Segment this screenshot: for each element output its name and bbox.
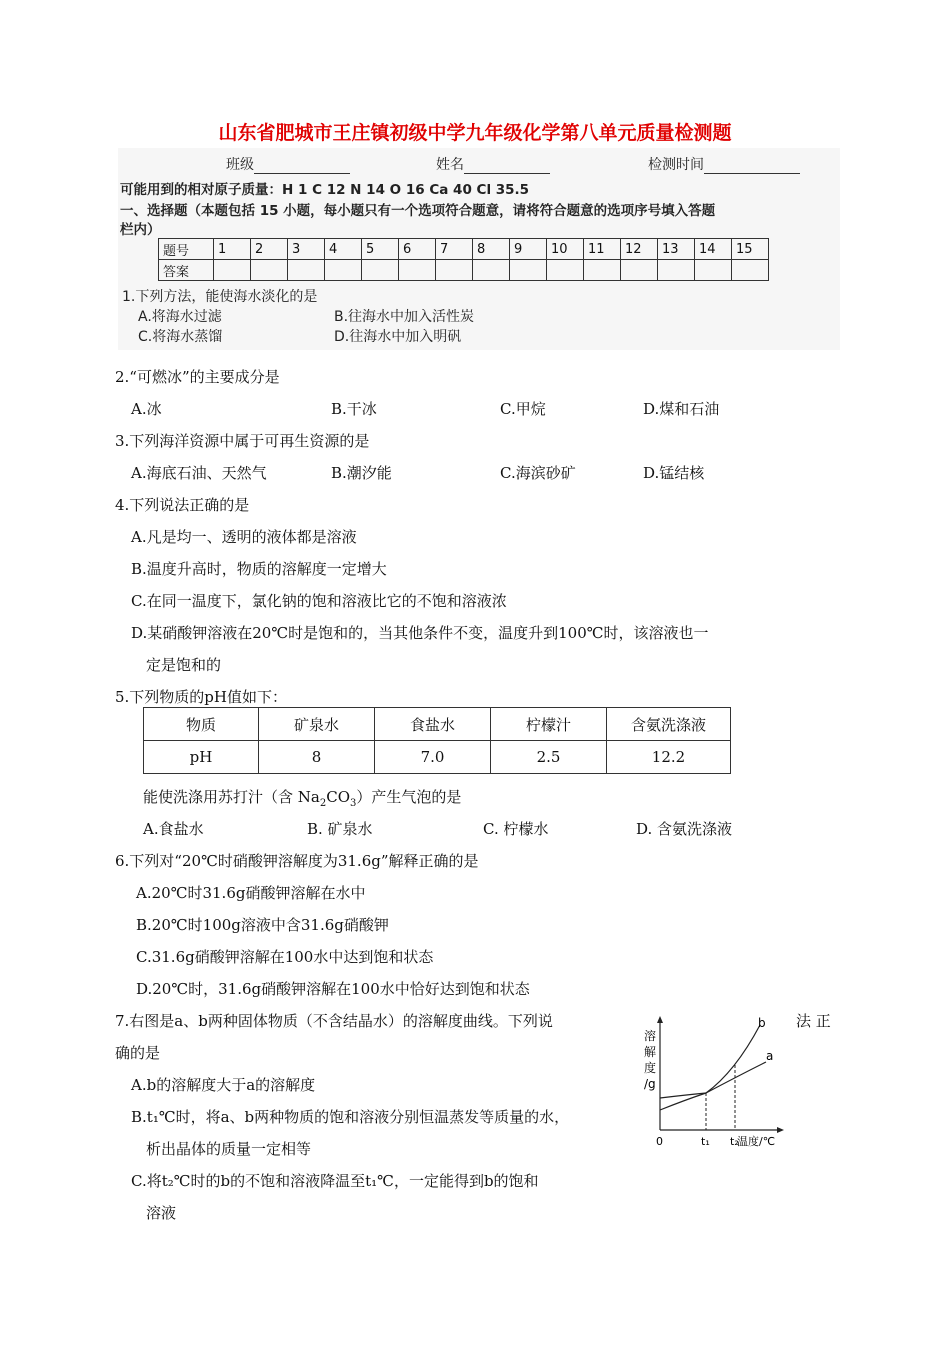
- table-cell: 14: [695, 239, 732, 260]
- q3-option-b: B.潮汐能: [331, 464, 392, 482]
- q1-option-c: C.将海水蒸馏: [138, 329, 223, 345]
- answer-cell[interactable]: [362, 260, 399, 281]
- q4-option-d: D.某硝酸钾溶液在20℃时是饱和的，当其他条件不变，温度升到100℃时，该溶液也一: [131, 624, 709, 642]
- q4-option-a: A.凡是均一、透明的液体都是溶液: [131, 528, 357, 546]
- answer-cell[interactable]: [621, 260, 658, 281]
- solubility-curve-figure: [640, 1010, 790, 1160]
- q7-stem: 7.右图是a、b两种固体物质（不含结晶水）的溶解度曲线。下列说: [115, 1012, 553, 1030]
- curve-b-label: b: [758, 1016, 766, 1030]
- ph-table-header-row: [144, 708, 731, 741]
- table-cell: 物质: [144, 708, 259, 741]
- answer-table-header-row: [159, 239, 769, 260]
- subscript: 2: [319, 798, 327, 809]
- q3-option-d: D.锰结核: [643, 464, 705, 482]
- origin-label: 0: [656, 1135, 663, 1148]
- q5-option-a: A.食盐水: [143, 820, 204, 838]
- t2-label: t₂: [730, 1135, 739, 1148]
- q5-substem: [143, 786, 461, 809]
- q4-option-b: B.温度升高时，物质的溶解度一定增大: [131, 560, 387, 578]
- x-label: 温度/℃: [737, 1135, 776, 1148]
- answer-cell[interactable]: [214, 260, 251, 281]
- table-cell: 食盐水: [375, 708, 491, 741]
- table-cell: 5: [362, 239, 399, 260]
- name-field: 姓名: [436, 154, 550, 174]
- page-title: 山东省肥城市王庄镇初级中学九年级化学第八单元质量检测题: [218, 122, 732, 144]
- q7-option-c-cont: 溶液: [146, 1204, 177, 1222]
- y-label: 溶: [644, 1029, 657, 1043]
- table-cell: 8: [259, 741, 375, 774]
- curve-a: [660, 1062, 766, 1098]
- answer-cell[interactable]: [547, 260, 584, 281]
- table-cell: 12.2: [607, 741, 731, 774]
- q1-option-d: D.往海水中加入明矾: [334, 329, 462, 345]
- table-cell: 7: [436, 239, 473, 260]
- x-axis-arrow: [777, 1127, 784, 1133]
- q6-option-c: C.31.6g硝酸钾溶解在100水中达到饱和状态: [136, 948, 434, 966]
- q7-option-b-cont: 析出晶体的质量一定相等: [146, 1140, 312, 1158]
- q3-option-c: C.海滨砂矿: [500, 464, 576, 482]
- answer-cell[interactable]: [584, 260, 621, 281]
- y-label: 度: [644, 1061, 657, 1075]
- q1-option-a: A.将海水过滤: [138, 309, 222, 325]
- answer-cell[interactable]: [473, 260, 510, 281]
- answer-cell[interactable]: [288, 260, 325, 281]
- q6-option-b: B.20℃时100g溶液中含31.6g硝酸钾: [136, 916, 389, 934]
- table-cell: 2: [251, 239, 288, 260]
- answer-cell[interactable]: [732, 260, 769, 281]
- curve-b: [660, 1025, 760, 1110]
- table-cell: 13: [658, 239, 695, 260]
- q2-option-a: A.冰: [131, 400, 162, 418]
- q6-option-d: D.20℃时，31.6g硝酸钾溶解在100水中恰好达到饱和状态: [136, 980, 530, 998]
- q7-option-a: A.b的溶解度大于a的溶解度: [131, 1076, 316, 1094]
- q7-stem-end: 法 正: [796, 1012, 831, 1030]
- table-cell: 11: [584, 239, 621, 260]
- q1-option-b: B.往海水中加入活性炭: [334, 309, 475, 325]
- q2-option-d: D.煤和石油: [643, 400, 720, 418]
- table-cell: 1: [214, 239, 251, 260]
- y-axis-arrow: [657, 1016, 663, 1023]
- q5-option-c: C. 柠檬水: [483, 820, 549, 838]
- q4-option-c: C.在同一温度下，氯化钠的饱和溶液比它的不饱和溶液浓: [131, 592, 507, 610]
- answer-cell[interactable]: [695, 260, 732, 281]
- q4-option-d-cont: 定是饱和的: [146, 656, 222, 674]
- table-cell: 10: [547, 239, 584, 260]
- y-label: 解: [644, 1045, 657, 1059]
- table-cell: 柠檬汁: [491, 708, 607, 741]
- table-cell: 12: [621, 239, 658, 260]
- q2-option-c: C.甲烷: [500, 400, 546, 418]
- t1-label: t₁: [701, 1135, 710, 1148]
- atomic-mass-line: 可能用到的相对原子质量：H 1 C 12 N 14 O 16 Ca 40 Cl 35.5: [120, 182, 530, 198]
- answer-cell[interactable]: [325, 260, 362, 281]
- table-cell: 8: [473, 239, 510, 260]
- answer-cell[interactable]: [399, 260, 436, 281]
- table-cell: 3: [288, 239, 325, 260]
- q1-stem: 1.下列方法，能使海水淡化的是: [122, 289, 318, 305]
- table-cell: 矿泉水: [259, 708, 375, 741]
- q5-option-b: B. 矿泉水: [307, 820, 373, 838]
- curve-a-label: a: [766, 1049, 774, 1063]
- q3-stem: 3.下列海洋资源中属于可再生资源的是: [115, 432, 370, 450]
- table-cell: 6: [399, 239, 436, 260]
- scanned-header: [118, 148, 840, 350]
- answer-cell[interactable]: [251, 260, 288, 281]
- table-cell: 答案: [159, 260, 214, 281]
- q3-option-a: A.海底石油、天然气: [131, 464, 267, 482]
- q7-option-b: B.t₁℃时，将a、b两种物质的饱和溶液分别恒温蒸发等质量的水，: [131, 1108, 570, 1126]
- answer-table-answer-row: [159, 260, 769, 281]
- answer-table: [158, 238, 769, 281]
- section-heading: 一、选择题（本题包括 15 小题，每小题只有一个选项符合题意，请将符合题意的选项序号填入答题: [120, 203, 716, 219]
- time-field: 检测时间: [648, 154, 800, 174]
- q6-stem: 6.下列对“20℃时硝酸钾溶解度为31.6g”解释正确的是: [115, 852, 479, 870]
- table-cell: 9: [510, 239, 547, 260]
- q5-substem-text: 能使洗涤用苏打汁（含 Na: [143, 788, 320, 806]
- section-heading-cont: 栏内）: [120, 222, 161, 238]
- q2-option-b: B.干冰: [331, 400, 377, 418]
- q5-substem-text: CO: [326, 788, 350, 806]
- table-cell: 15: [732, 239, 769, 260]
- q7-stem-cont: 确的是: [115, 1044, 161, 1062]
- table-cell: 含氨洗涤液: [607, 708, 731, 741]
- table-cell: pH: [144, 741, 259, 774]
- q5-stem: 5.下列物质的pH值如下：: [115, 688, 287, 706]
- answer-cell[interactable]: [436, 260, 473, 281]
- ph-table-value-row: [144, 741, 731, 774]
- q5-option-d: D. 含氨洗涤液: [636, 820, 733, 838]
- class-field: 班级: [226, 154, 350, 174]
- table-cell: 7.0: [375, 741, 491, 774]
- subscript: 3: [350, 798, 357, 809]
- table-cell: 4: [325, 239, 362, 260]
- q6-option-a: A.20℃时31.6g硝酸钾溶解在水中: [136, 884, 366, 902]
- table-cell: 2.5: [491, 741, 607, 774]
- q5-substem-text: ）产生气泡的是: [356, 788, 462, 806]
- ph-table: [143, 707, 731, 774]
- q4-stem: 4.下列说法正确的是: [115, 496, 250, 514]
- answer-cell[interactable]: [658, 260, 695, 281]
- y-label: /g: [644, 1077, 656, 1091]
- q2-stem: 2.“可燃冰”的主要成分是: [115, 368, 280, 386]
- q7-option-c: C.将t₂℃时的b的不饱和溶液降温至t₁℃，一定能得到b的饱和: [131, 1172, 539, 1190]
- table-cell: 题号: [159, 239, 214, 260]
- answer-cell[interactable]: [510, 260, 547, 281]
